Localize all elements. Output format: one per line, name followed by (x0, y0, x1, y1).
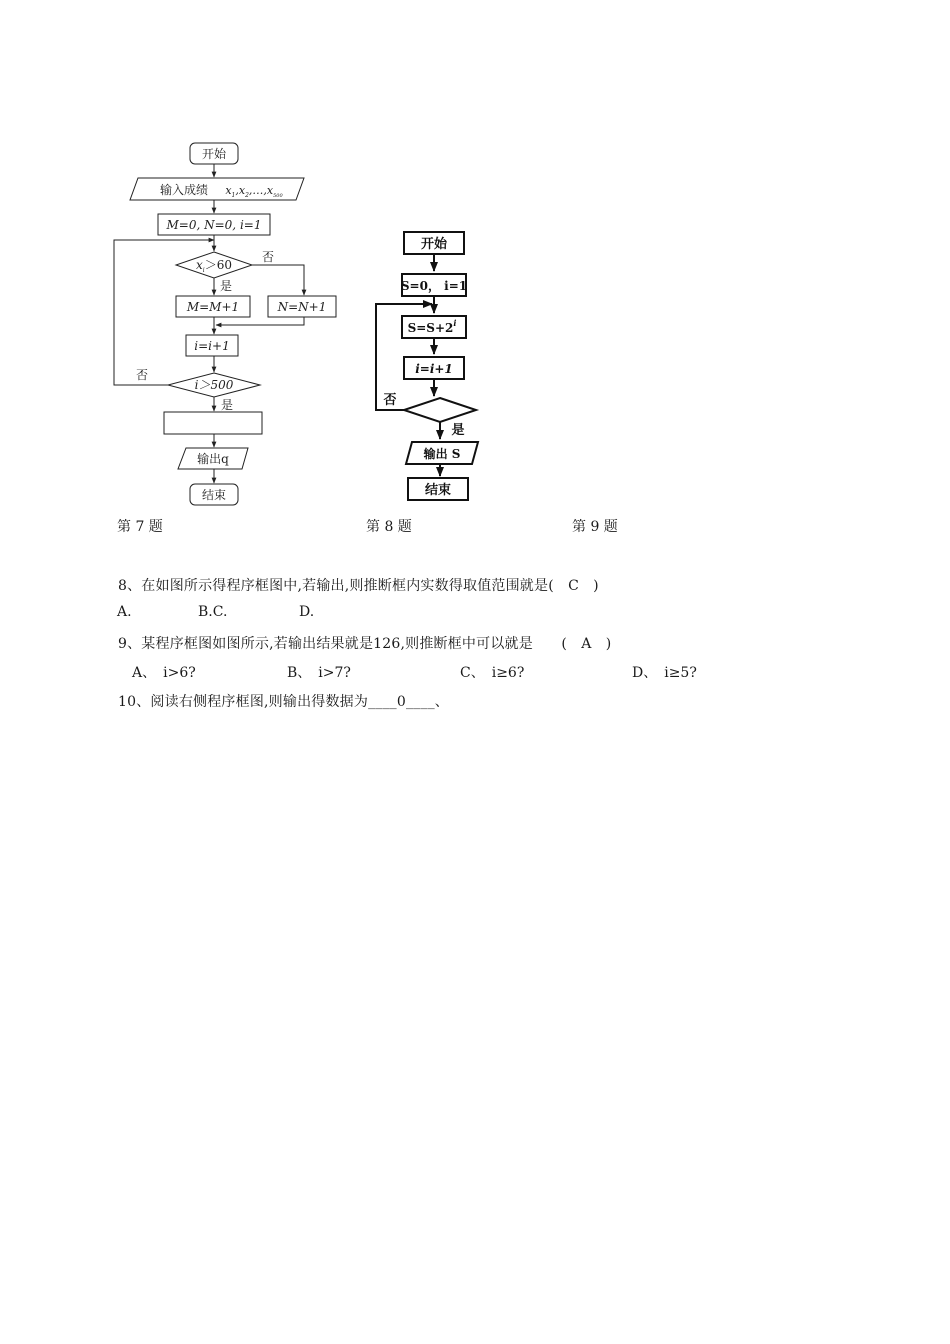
cond2-label: i＞500 (194, 378, 234, 392)
blank-box (164, 412, 262, 434)
end-label: 结束 (201, 488, 227, 502)
q9-option-a: A、 i>6? (132, 665, 196, 681)
q8-option-bc: B.C. (198, 604, 228, 620)
caption-q7: 第 7 题 (117, 519, 163, 535)
flowchart-q7 (108, 136, 348, 516)
caption-q8: 第 8 题 (366, 519, 412, 535)
input-vars: $x_1,x_2,\dots,x_{500}$ (225, 184, 283, 199)
init-label: M=0, N=0, i=1 (166, 218, 262, 232)
incM-label: M=M+1 (186, 300, 240, 314)
question-9: 9、某程序框图如图所示,若输出结果就是126,则推断框中可以就是 ( A ) (118, 636, 612, 652)
q9-option-b: B、 i>7? (287, 665, 351, 681)
output-label: 输出q (197, 452, 229, 466)
question-10: 10、阅读右侧程序框图,则输出得数据为____0____、 (118, 694, 449, 710)
init-label: S=0， i=1 (400, 279, 468, 293)
yes1-label: 是 (219, 279, 233, 293)
caption-q9: 第 9 题 (572, 519, 618, 535)
assign-label: $S=S+2^i$ (407, 318, 457, 335)
cond1-label: $x_i>60$ (196, 258, 232, 274)
flowchart-q8 (366, 224, 486, 510)
yes-label: 是 (451, 423, 465, 438)
incN-label: N=N+1 (277, 300, 327, 314)
inc-label: i=i+1 (415, 362, 453, 376)
output-label: 输出 S (423, 447, 461, 461)
input-label: 输入成绩 (159, 183, 209, 197)
q9-option-c: C、 i≥6? (460, 665, 525, 681)
end-label: 结束 (424, 483, 452, 498)
q8-option-d: D. (299, 604, 315, 620)
inci-label: i=i+1 (194, 339, 230, 353)
decision-diamond (404, 398, 476, 422)
q8-option-a: A. (117, 604, 132, 620)
no-label: 否 (383, 393, 397, 408)
q9-option-d: D、 i≥5? (632, 665, 697, 681)
question-8: 8、在如图所示得程序框图中,若输出,则推断框内实数得取值范围就是( C ) (118, 578, 599, 594)
start-label: 开始 (201, 147, 227, 161)
no1-label: 否 (261, 250, 275, 264)
no2-label: 否 (135, 368, 149, 382)
yes2-label: 是 (220, 398, 234, 412)
start-label: 开始 (420, 237, 448, 252)
